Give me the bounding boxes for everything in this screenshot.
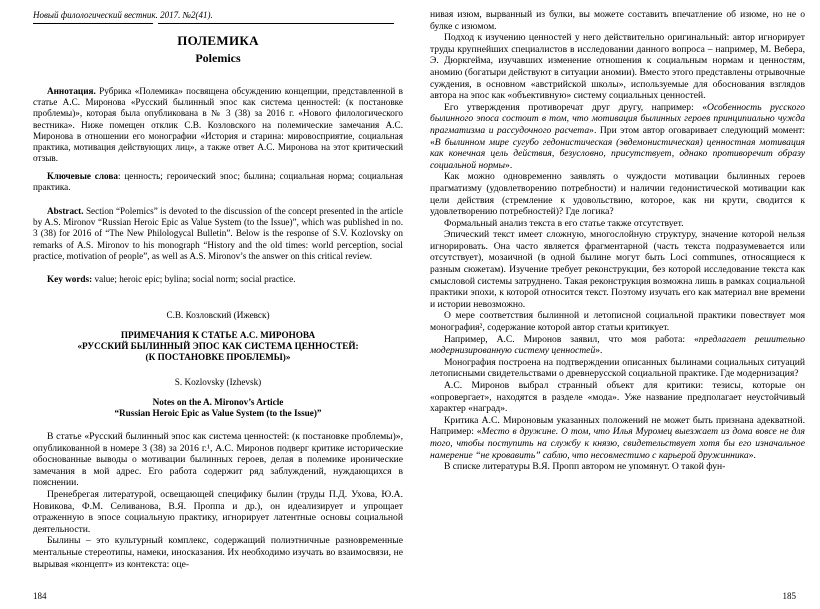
body-paragraph-quote (430, 334, 805, 357)
right-page (410, 0, 820, 609)
text-run: Его утверждения противоречат друг другу, например: « (444, 101, 708, 113)
author-en: S. Kozlovsky (Izhevsk) (174, 377, 262, 387)
header-rule-thin (158, 23, 394, 24)
title-en-line-2: “Russian Heroic Epic as Value System (to the Issue)” (114, 408, 322, 419)
body-paragraph: Эпический текст имеет сложную, многослойную структуру, значение которой нельзя игнорировать. Она часто является фрагментарной (часть текста подразумевается или отсутствует), мозаичной (в одной былине могут быть Loci communes, относящиеся к разным сюжетам). Изучение требует реконструкции, без которой исследование текста как смысловой системы затруднено. Такая реконструкция возможна лишь в рамках социальной практики эпохи, к которой относится текст. Поэтому изучать его как материал вне времени и истории невозможно. (430, 229, 805, 310)
body-paragraph: Подход к изучению ценностей у него действительно оригинальный: автор игнорирует труды крупнейших специалистов в исследовании данного вопроса – например, М. Вебера, Э. Дюркгейма, изучавших изменение отношения к социальным нормам и ценностям, аномию (богатыри действуют в ситуации аномии). Вместо этого представлены отрывочные суждения, в основном «австрийской школы», используемые для обоснования взглядов автора на эпос как «объективную» систему социальных ценностей. (430, 32, 805, 102)
quote-italic: предлагает решительно модернизированную систему ценностей (430, 333, 805, 357)
title-ru-line-1: ПРИМЕЧАНИЯ К СТАТЬЕ А.С. МИРОНОВА (120, 330, 316, 340)
keywords-en-label: Key words: (47, 274, 93, 284)
quote-italic: В былинном мире сугубо гедонистическая (эвдемонистическая) ценностная мотивация как конечная цель действия, безусловно, присутствует, однако противоречит образу социальной нормы (430, 136, 805, 171)
body-paragraph: О мере соответствия былинной и летописной социальной практики повествует моя монография², содержание которой автор статьи критикует. (430, 310, 805, 334)
body-paragraph: Формальный анализ текста в его статье также отсутствует. (444, 217, 684, 229)
keywords-en (33, 274, 403, 285)
body-paragraph: Былины – это культурный комплекс, содержащий полиэтничные разновременные ментальные стереотипы, намеки, иносказания. Их необходимо изучать во взаимосвязи, не вырывая «концепт» из контекста: оце- (33, 535, 403, 570)
rubric-subtitle: Polemics (195, 51, 241, 65)
body-paragraph-quote (430, 415, 805, 461)
page-number-left: 184 (33, 591, 47, 601)
rubric-title: ПОЛЕМИКА (177, 33, 259, 48)
abstract (33, 206, 403, 262)
article-body-right (430, 9, 805, 473)
page-number-right: 185 (782, 591, 796, 601)
annotation (33, 86, 403, 164)
body-paragraph-quote (430, 102, 805, 172)
keywords-ru (33, 171, 403, 193)
body-paragraph: нивая изюм, вырванный из булки, вы можете составить впечатление об изюме, но не о булке с изюмом. (430, 9, 805, 32)
abstract-label: Abstract. (47, 206, 84, 216)
running-head: Новый филологический вестник. 2017. №2(41). (33, 10, 213, 20)
keywords-text: : ценность; героический эпос; былина; социальная норма; социальная практика. (33, 171, 403, 193)
body-paragraph: А.С. Миронов выбрал странный объект для критики: тезисы, которые он «опровергает», находятся в разделе «мода». Уже название предполагает неустойчивый характер «наград». (430, 380, 805, 415)
text-run: Например, А.С. Миронов заявил, что моя работа: « (444, 333, 699, 345)
body-paragraph: Пренебрегая литературой, освещающей специфику былин (труды П.Д. Ухова, Ю.А. Новикова, Ф.М. Селиванова, В.Я. Проппа и др.), он идеализирует и упрощает отраженную в эпосе социальную практику, игнорирует латентные основы социальной деятельности. (33, 488, 403, 535)
article-body-left (33, 431, 403, 570)
abstract-text: Section “Polemics” is devoted to the discussion of the concept presented in the article by A.S. Mironov “Russian Heroic Epic as Value System (to the Issue)”, which was published in no. 3 (38) for 2016 of “The New Philologycal Bulletin”. Below is the response of S.V. Kozlovsky on remarks of A.S. Mironov to his monograph “History and the old times: world perception, social practice, motivation of people”, as well as A.S. Mironov’s the answer on this critical review. (33, 206, 403, 261)
article-title-en (33, 397, 403, 419)
quote-italic: Место в дружине. О том, что Илья Муромец выезжает из дома вовсе не для того, чтобы поступить на службу к князю, свидетельствует хотя бы его изначальное намерение “не кровавить” саблю, что несовместимо с карьерой дружинника (430, 426, 805, 461)
text-run: Критика А.С. Мироновым указанных положений не может быть признана адекватной. Например: « (430, 414, 805, 438)
body-paragraph: Монография построена на подтверждении описанных былинами социальных ситуаций летописными свидетельствами о древнерусской социальной практике. Где модернизация? (430, 356, 805, 380)
text-run: ». (595, 345, 603, 357)
title-ru-line-2: «РУССКИЙ БЫЛИННЫЙ ЭПОС КАК СИСТЕМА ЦЕННОСТЕЙ: (77, 341, 359, 352)
body-paragraph: Как можно одновременно заявлять о чуждости мотивации былинных героев прагматизму (удовлетворению потребности) и наличии гедонистической мотивации как цели действия (стремление к удовольствию, которое, как ни крути, сводится к удовлетворению потребностей)? Где логика? (430, 171, 805, 218)
body-paragraph: В списке литературы В.Я. Пропп автором не упомянут. О такой фун- (444, 461, 726, 473)
keywords-label: Ключевые слова (47, 171, 118, 181)
author-ru: С.В. Козловский (Ижевск) (166, 310, 270, 320)
keywords-en-text: value; heroic epic; bylina; social norm; social practice. (92, 274, 296, 284)
header-rule-thick (33, 23, 153, 24)
annotation-text: Рубрика «Полемика» посвящена обсуждению концепции, представленной в статье А.С. Миронова «Русский былинный эпос как система ценностей: (к постановке проблемы)», которая была опубликована в № 3 (38) за 2016 г. «Нового филологического вестника». Ниже помещен отклик С.В. Козловского на полемические замечания А.С. Миронова в отношении его монографии «История и старина: мировосприятие, социальная практика, мотивация действующих лиц», а также ответ А.С. Миронова на этот критический отзыв. (33, 86, 403, 164)
title-ru-line-3: (К ПОСТАНОВКЕ ПРОБЛЕМЫ)» (145, 352, 291, 363)
text-run: ». При этом автор оговаривает следующий момент: « (430, 124, 806, 148)
text-run: ». (748, 449, 756, 461)
title-en-line-1: Notes on the A. Mironov’s Article (152, 397, 284, 407)
article-title-ru (33, 330, 403, 364)
text-run: ». (505, 159, 513, 171)
body-paragraph: В статье «Русский былинный эпос как система ценностей: (к постановке проблемы)», опубликованной в номере 3 (38) за 2016 г.¹, А.С. Миронов подверг критике исторические обоснованные выводы о мотивации былинных героев, делая в полемике иронические замечания в мой адрес. Его работа содержит ряд заблуждений, нуждающихся в пояснении. (33, 431, 403, 489)
annotation-label: Аннотация. (47, 86, 96, 96)
quote-italic: Особенность русского былинного эпоса состоит в том, что мотивация былинных героев принципиально чужда прагматизма и рассудочного расчета (430, 101, 805, 136)
